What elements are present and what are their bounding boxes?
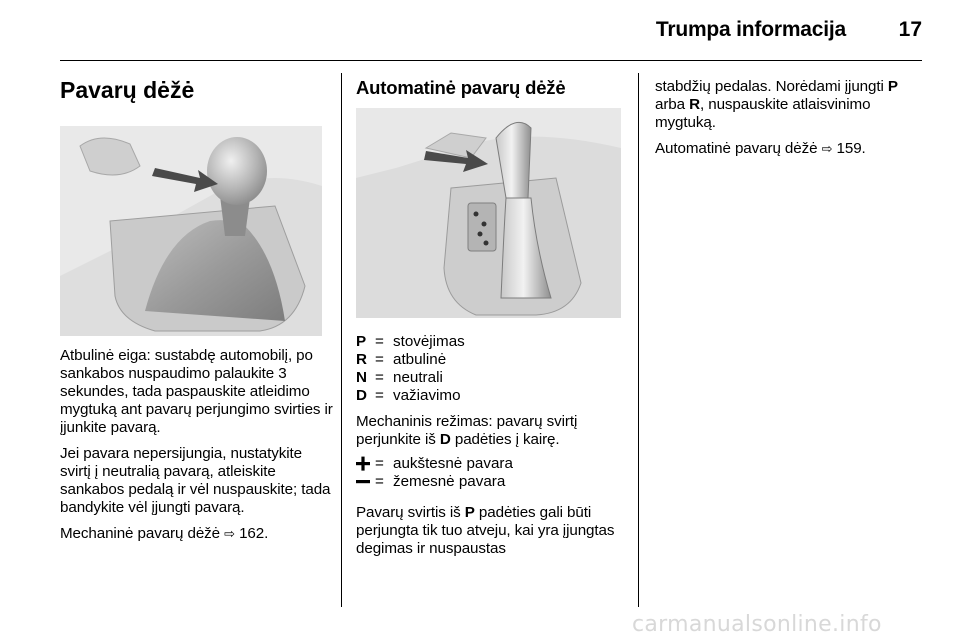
list-item: D = važiavimo <box>356 387 461 404</box>
manual-mode-symbols <box>356 455 513 491</box>
right-text-block <box>655 78 923 167</box>
position-key: P <box>356 333 367 350</box>
manual-gearshift-image <box>60 126 322 336</box>
plus-icon <box>356 455 375 473</box>
lever-park-paragraph: Pavarų svirtis iš P padėties gali būti perjungta tik tuo atveju, kai yra įjungtas degimas ir nuspaustas <box>356 504 615 557</box>
brake-pedal-paragraph: stabdžių pedalas. Norėdami įjungti P arba R, nuspauskite atlaisvinimo mygtuką. <box>655 78 898 131</box>
header-rule <box>60 60 922 61</box>
automatic-gearbox-heading: Automatinė pavarų dėžė <box>356 77 566 98</box>
position-key: N <box>356 369 367 386</box>
minus-icon <box>356 473 375 491</box>
position-key: D <box>356 387 367 404</box>
page-number: 17 <box>898 18 922 41</box>
watermark: carmanualsonline.info <box>632 612 882 637</box>
position-value: atbulinė <box>393 351 447 368</box>
reverse-gear-paragraph: Atbulinė eiga: sustabdę automobilį, po sankabos nuspaudimo palaukite 3 sekundes, tada paspauskite atleidimo mygtuką ant pavarų perjungimo svirties ir įjunkite pavarą. <box>60 347 333 436</box>
page-reference-icon: ⇨ <box>821 142 833 157</box>
manual-gearbox-reference[interactable] <box>60 525 335 544</box>
reference-page: 162. <box>239 525 269 542</box>
symbol-value: aukštesnė pavara <box>393 455 513 472</box>
list-item: = žemesnė pavara <box>356 473 513 491</box>
reference-text: Automatinė pavarų dėžė <box>655 140 818 157</box>
list-item: P = stovėjimas <box>356 333 465 350</box>
selector-positions-list <box>356 333 465 405</box>
list-item: R = atbulinė <box>356 351 447 368</box>
gear-not-engaging-paragraph: Jei pavara nepersijungia, nustatykite svirtį į neutralią pavarą, atleiskite sankabos pedalą ir vėl nuspauskite; tada bandykite vėl įjungti pavarą. <box>60 445 331 516</box>
reference-text: Mechaninė pavarų dėžė <box>60 525 221 542</box>
automatic-selector-image <box>356 108 621 318</box>
position-value: neutrali <box>393 369 443 386</box>
park-key: P <box>464 504 475 521</box>
left-text-block <box>60 347 335 552</box>
page-reference-icon: ⇨ <box>224 527 235 542</box>
column-divider-1 <box>341 73 342 607</box>
list-item: N = neutrali <box>356 369 443 386</box>
reference-page: 159. <box>836 140 866 157</box>
drive-key: D <box>439 431 451 448</box>
symbol-value: žemesnė pavara <box>393 473 506 490</box>
manual-mode-paragraph: Mechaninis režimas: pavarų svirtį perjunkite iš D padėties į kairę. <box>356 413 578 448</box>
manual-gearbox-heading: Pavarų dėžė <box>60 77 195 103</box>
position-value: važiavimo <box>393 387 461 404</box>
header-title: Trumpa informacija <box>655 18 846 41</box>
position-value: stovėjimas <box>393 333 465 350</box>
position-key: R <box>356 351 367 368</box>
list-item: = aukštesnė pavara <box>356 455 513 473</box>
column-divider-2 <box>638 73 639 607</box>
automatic-gearbox-reference[interactable] <box>655 140 923 159</box>
